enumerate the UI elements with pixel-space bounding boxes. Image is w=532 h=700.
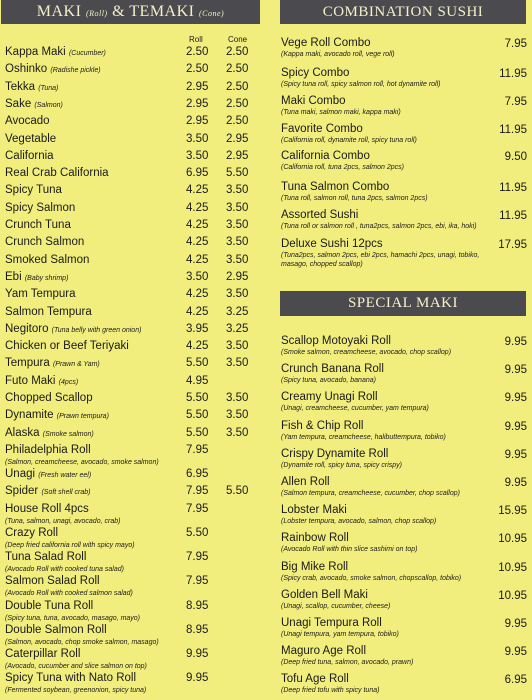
item-description: (Prawn & Yam) [52, 361, 100, 369]
item-name: Favorite Combo [281, 123, 363, 135]
item-name-line [5, 442, 257, 458]
roll-price: 7.95 [186, 485, 209, 498]
item-ingredients: (Tuna roll or salmon roll , tuna2pcs, salmon 2pcs, ebi, ika, hoki) [281, 223, 477, 230]
menu-item [5, 338, 257, 354]
item-ingredients-continued: masago, chopped scallop) [281, 261, 363, 268]
item-name: California [5, 149, 54, 162]
item-price: 6.95 [504, 674, 527, 687]
item-name: Unagi [5, 468, 36, 481]
cone-price: 2.50 [226, 97, 249, 110]
item-name: Philadelphia Roll [5, 443, 91, 456]
item-name: Crispy Dynamite Roll [281, 447, 389, 460]
item-name: Salmon Tempura [5, 305, 92, 318]
roll-price: 3.50 [186, 132, 209, 145]
item-name: Deluxe Sushi 12pcs [281, 238, 383, 250]
item-name: Oshinko [5, 63, 48, 76]
roll-price: 5.50 [186, 526, 209, 539]
item-name: Ebi [5, 270, 22, 283]
item-price: 9.95 [504, 392, 527, 405]
cone-price: 2.95 [226, 149, 249, 162]
item-name-line [5, 525, 257, 541]
item-name-line [5, 483, 257, 501]
item-price: 9.95 [504, 477, 527, 489]
item-ingredients: (Kappa maki, avocado roll, vege roll) [281, 51, 395, 58]
special-item [281, 588, 527, 611]
item-name: Lobster Maki [281, 504, 347, 517]
cone-price: 2.50 [226, 46, 249, 58]
roll-price: 8.95 [186, 599, 209, 612]
menu-item [5, 234, 257, 250]
combo-item [281, 180, 527, 203]
item-ingredients: (Lobster tempura, avocado, salmon, chop scallop) [281, 518, 437, 526]
item-description: (Soft shell crab) [41, 489, 91, 497]
roll-price: 2.95 [186, 97, 209, 110]
item-name-line [5, 646, 257, 662]
item-ingredients: (Dynamite roll, spicy tuna, spicy crispy) [281, 461, 402, 469]
item-ingredients: (Fermented soybean, greenonion, spicy tuna) [5, 687, 147, 695]
roll-price: 5.50 [186, 392, 209, 404]
menu-item [5, 483, 257, 501]
roll-price: 4.25 [186, 340, 209, 353]
item-name-line [5, 355, 257, 373]
item-name: Tofu Age Roll [281, 673, 349, 686]
item-ingredients: (Salmon, avocado, chop smoke salmon, masago) [5, 638, 159, 646]
menu-item [5, 466, 257, 484]
menu-item [5, 442, 257, 467]
menu-item [5, 373, 257, 391]
item-ingredients: (Avocado Roll with cooked tuna salad) [5, 566, 124, 574]
item-ingredients: (Deep fried tofu with spicy tuna) [281, 687, 380, 695]
item-ingredients: (Tuna maki, salmon maki, kappa maki) [281, 109, 401, 116]
item-name: Big Mike Roll [281, 560, 349, 573]
item-ingredients: (Avocado Roll with cooked salmon salad) [5, 590, 133, 598]
cone-price: 2.50 [226, 115, 249, 128]
menu-item [5, 269, 257, 287]
item-name: Crunch Tuna [5, 219, 71, 231]
special-item [281, 447, 527, 470]
item-price: 11.95 [499, 68, 527, 80]
item-price: 11.95 [499, 210, 527, 222]
roll-price: 4.25 [186, 201, 209, 214]
item-name: Spicy Combo [281, 67, 350, 79]
item-price: 9.95 [504, 364, 527, 377]
item-name: Tempura [5, 357, 50, 370]
item-ingredients: (Salmon, creamcheese, avocado, smoke salmon) [5, 458, 159, 466]
item-name-line [5, 573, 257, 589]
cone-price: 3.50 [226, 357, 249, 370]
item-name-line [5, 622, 257, 638]
roll-price: 4.25 [186, 305, 209, 318]
item-description: (Tuna) [38, 84, 59, 92]
combo-item [281, 208, 527, 231]
menu-item [5, 96, 257, 114]
item-name: House Roll 4pcs [5, 502, 89, 515]
item-name: Negitoro [5, 322, 49, 335]
roll-price: 4.25 [186, 184, 209, 197]
item-ingredients: (Unagi tempura, yam tempura, tobiko) [281, 631, 399, 638]
menu-item [5, 573, 257, 598]
roll-price: 3.50 [186, 149, 209, 162]
combo-item [281, 122, 527, 145]
roll-price: 6.95 [186, 468, 209, 481]
cone-price: 3.50 [226, 236, 249, 249]
temaki-title: TEMAKI [129, 3, 195, 20]
item-name-line [5, 269, 257, 287]
combo-item [281, 36, 527, 59]
item-name: Crunch Banana Roll [281, 363, 384, 376]
roll-price: 2.50 [186, 46, 209, 58]
item-name: Tekka [5, 80, 36, 93]
menu-item [5, 622, 257, 647]
cone-price: 3.50 [226, 340, 249, 353]
item-price: 9.95 [504, 420, 527, 433]
item-description: (Radishe pickle) [50, 67, 101, 75]
roll-note: (Roll) [85, 9, 108, 18]
item-name-line [5, 390, 257, 406]
item-name-line [5, 252, 257, 268]
item-ingredients: (Salmon tempura, creamcheese, cucumber, chop scallop) [281, 490, 460, 497]
menu-item [5, 79, 257, 97]
item-name-line [5, 321, 257, 339]
item-name: Chicken or Beef Teriyaki [5, 340, 129, 353]
item-name: Caterpillar Roll [5, 647, 81, 660]
roll-price: 5.50 [186, 409, 209, 422]
item-ingredients: (California roll, dynamite roll, spicy tuna roll) [281, 137, 417, 144]
cone-price: 3.25 [226, 322, 249, 335]
item-price: 9.95 [504, 448, 527, 461]
special-item [281, 560, 527, 583]
item-name-line [5, 373, 257, 391]
item-name: Fish & Chip Roll [281, 419, 364, 432]
item-ingredients: (Deep fried california roll with spicy mayo) [5, 541, 135, 549]
item-description: (Salmon) [34, 101, 63, 109]
item-price: 9.95 [504, 618, 527, 630]
cone-price: 2.95 [226, 270, 249, 283]
item-ingredients: (Tuna2pcs, salmon 2pcs, ebi 2pcs, hamachi 2pcs, unagi, tobiko, [281, 252, 480, 259]
menu-item [5, 670, 257, 695]
special-item [281, 672, 527, 695]
special-item [281, 475, 527, 498]
item-name-line [5, 466, 257, 484]
item-ingredients: (Yam tempura, creamcheese, halibuttempura, tobiko) [281, 433, 446, 441]
special-item [281, 362, 527, 385]
maki-temaki-banner [1, 0, 260, 24]
menu-item [5, 549, 257, 574]
item-name-line [5, 182, 257, 198]
special-item [281, 390, 527, 413]
amp: & [112, 3, 126, 20]
menu-item [5, 113, 257, 129]
item-name: Spicy Tuna with Nato Roll [5, 672, 137, 685]
item-name-line [5, 200, 257, 216]
menu-item [5, 501, 257, 526]
item-name-line [5, 148, 257, 164]
item-name: Unagi Tempura Roll [281, 617, 382, 629]
cone-price: 3.50 [226, 288, 249, 301]
menu-item [5, 165, 257, 181]
special-item [281, 531, 527, 554]
roll-column-header: Roll [189, 35, 203, 44]
item-ingredients: (Tuna roll, salmon roll, tuna 2pcs, salmon 2pcs) [281, 195, 428, 202]
item-name-line [5, 549, 257, 565]
cone-price: 5.50 [226, 167, 249, 180]
special-item [281, 334, 527, 357]
menu-item [5, 598, 257, 623]
roll-price: 4.25 [186, 219, 209, 231]
item-name: Real Crab California [5, 167, 109, 180]
item-price: 7.95 [504, 38, 527, 50]
item-description: (4pcs) [58, 378, 79, 386]
menu-item [5, 217, 257, 233]
roll-price: 4.25 [186, 236, 209, 249]
menu-item [5, 286, 257, 302]
item-name: Kappa Maki [5, 46, 66, 58]
item-price: 9.95 [504, 646, 527, 659]
item-price: 10.95 [498, 589, 527, 602]
item-name: Creamy Unagi Roll [281, 391, 378, 404]
item-name: Allen Roll [281, 476, 330, 488]
menu-item [5, 44, 257, 62]
roll-price: 4.95 [186, 374, 209, 387]
cone-price: 2.50 [226, 80, 249, 93]
roll-price: 9.95 [186, 647, 209, 660]
item-ingredients: (Avocado Roll with thin slice sashimi on top) [281, 546, 418, 554]
roll-price: 6.95 [186, 167, 209, 180]
cone-price: 3.50 [226, 253, 249, 266]
item-ingredients: (Smoke salmon, creamcheese, avocado, chop scallop) [281, 349, 452, 356]
cone-price: 3.50 [226, 426, 249, 439]
item-name-line [5, 286, 257, 302]
roll-price: 7.95 [186, 575, 209, 588]
roll-price: 3.95 [186, 322, 209, 335]
item-ingredients: (Spicy tuna roll, spicy salmon roll, hot dynamite roll) [281, 81, 441, 88]
item-price: 11.95 [499, 124, 527, 136]
item-name-line [5, 425, 257, 443]
cone-price: 3.50 [226, 392, 249, 404]
roll-price: 2.95 [186, 80, 209, 93]
menu-item [5, 321, 257, 339]
item-name: Tuna Salmon Combo [281, 181, 390, 193]
item-name: Rainbow Roll [281, 532, 349, 545]
item-ingredients: (Spicy crab, avocado, smoke salmon, chopscallop, tobiko) [281, 574, 462, 582]
menu-item [5, 355, 257, 373]
item-name: Crazy Roll [5, 526, 59, 539]
combo-item [281, 66, 527, 89]
item-name: Avocado [5, 115, 50, 128]
menu-item [5, 646, 257, 671]
item-name: Spicy Salmon [5, 201, 76, 214]
item-name-line [5, 165, 257, 181]
item-name-line [5, 338, 257, 354]
item-name-line [5, 407, 257, 425]
cone-column-header: Cone [228, 35, 248, 44]
roll-price: 4.25 [186, 253, 209, 266]
item-name: Salmon Salad Roll [5, 575, 100, 588]
cone-price: 3.50 [226, 219, 249, 231]
menu-item [5, 252, 257, 268]
item-name-line [5, 79, 257, 97]
item-name-line [5, 670, 257, 686]
item-name-line [5, 44, 257, 62]
item-ingredients: (California roll, tuna 2pcs, salmon 2pcs) [281, 164, 404, 171]
special-item [281, 644, 527, 667]
item-name: Double Tuna Roll [5, 599, 94, 612]
menu-item [5, 131, 257, 147]
roll-price: 7.95 [186, 502, 209, 515]
menu-item [5, 390, 257, 406]
cone-price: 3.50 [226, 184, 249, 197]
menu-item [5, 425, 257, 443]
cone-price: 2.50 [226, 63, 249, 76]
item-ingredients: (Tuna, salmon, unagi, avocado, crab) [5, 517, 121, 525]
item-name-line [5, 113, 257, 129]
item-name: Scallop Motoyaki Roll [281, 335, 391, 347]
item-ingredients: (Unagi, creamcheese, cucumber, yam tempura) [281, 405, 429, 413]
item-name: Tuna Salad Roll [5, 551, 87, 564]
item-name-line [5, 131, 257, 147]
menu-item [5, 61, 257, 79]
item-ingredients: (Deep fried tuna, salmon, avocado, prawn) [281, 659, 414, 667]
cone-price: 3.50 [226, 201, 249, 214]
item-name: Chopped Scallop [5, 392, 93, 404]
special-item [281, 503, 527, 526]
item-name-line [5, 217, 257, 233]
item-name: Vege Roll Combo [281, 37, 371, 49]
item-name: Futo Maki [5, 374, 56, 387]
special-item [281, 419, 527, 442]
menu-item [5, 525, 257, 550]
roll-price: 7.95 [186, 443, 209, 456]
special-maki-banner: SPECIAL MAKI [280, 291, 526, 316]
roll-price: 9.95 [186, 672, 209, 685]
item-name-line [5, 501, 257, 517]
item-name: California Combo [281, 150, 370, 162]
item-name-line [5, 61, 257, 79]
menu-item [5, 200, 257, 216]
item-ingredients: (Spicy tuna, avocado, banana) [281, 377, 376, 385]
item-name: Maguro Age Roll [281, 645, 367, 658]
item-name-line [5, 96, 257, 114]
item-name: Sake [5, 97, 32, 110]
item-price: 10.95 [498, 561, 527, 574]
item-name: Crunch Salmon [5, 236, 85, 249]
menu-item [5, 304, 257, 320]
item-name: Maki Combo [281, 95, 346, 107]
special-item [281, 616, 527, 639]
item-price: 11.95 [499, 182, 527, 194]
cone-price: 2.95 [226, 132, 249, 145]
combo-item [281, 149, 527, 172]
item-name: Smoked Salmon [5, 253, 90, 266]
item-description: (Smoke salmon) [42, 430, 94, 438]
cone-note: (Cone) [199, 9, 225, 18]
item-name: Dynamite [5, 409, 54, 422]
item-description: (Fresh water eel) [38, 472, 92, 480]
item-name: Spider [5, 485, 39, 498]
menu-item [5, 182, 257, 198]
item-name: Golden Bell Maki [281, 588, 368, 601]
combination-sushi-banner: COMBINATION SUSHI [280, 0, 526, 24]
item-name: Spicy Tuna [5, 184, 62, 197]
roll-price: 5.50 [186, 426, 209, 439]
item-name: Double Salmon Roll [5, 623, 107, 636]
item-description: (Cucumber) [68, 50, 106, 57]
roll-price: 3.50 [186, 270, 209, 283]
roll-price: 8.95 [186, 623, 209, 636]
item-name: Assorted Sushi [281, 209, 359, 221]
roll-price: 2.50 [186, 63, 209, 76]
item-price: 9.95 [504, 336, 527, 348]
item-name-line [5, 304, 257, 320]
item-name: Vegetable [5, 132, 57, 145]
item-ingredients: (Unagi, scallop, cucumber, cheese) [281, 602, 391, 610]
item-price: 9.50 [504, 151, 527, 163]
item-name-line [5, 598, 257, 614]
cone-price: 3.25 [226, 305, 249, 318]
cone-price: 3.50 [226, 409, 249, 422]
combo-item [281, 237, 527, 269]
menu-item [5, 407, 257, 425]
roll-price: 7.95 [186, 551, 209, 564]
item-price: 10.95 [498, 533, 527, 546]
item-price: 7.95 [504, 96, 527, 108]
item-description: (Baby shrimp) [24, 274, 69, 282]
item-description: (Prawn tempura) [56, 413, 109, 421]
roll-price: 5.50 [186, 357, 209, 370]
item-price: 15.95 [498, 505, 527, 518]
roll-price: 4.25 [186, 288, 209, 301]
item-name-line [5, 234, 257, 250]
cone-price: 5.50 [226, 485, 249, 498]
item-price: 17.95 [498, 239, 527, 251]
item-name: Alaska [5, 426, 40, 439]
menu-item [5, 148, 257, 164]
maki-title: MAKI [36, 3, 82, 20]
item-ingredients: (Avocado, cucumber and slice salmon on top) [5, 662, 147, 670]
item-ingredients: (Spicy tuna, tuna, avocado, masago, mayo) [5, 614, 141, 622]
item-name: Yam Tempura [5, 288, 76, 301]
roll-price: 2.95 [186, 115, 209, 128]
combo-item [281, 94, 527, 117]
item-description: (Tuna belly with green onion) [51, 326, 142, 334]
